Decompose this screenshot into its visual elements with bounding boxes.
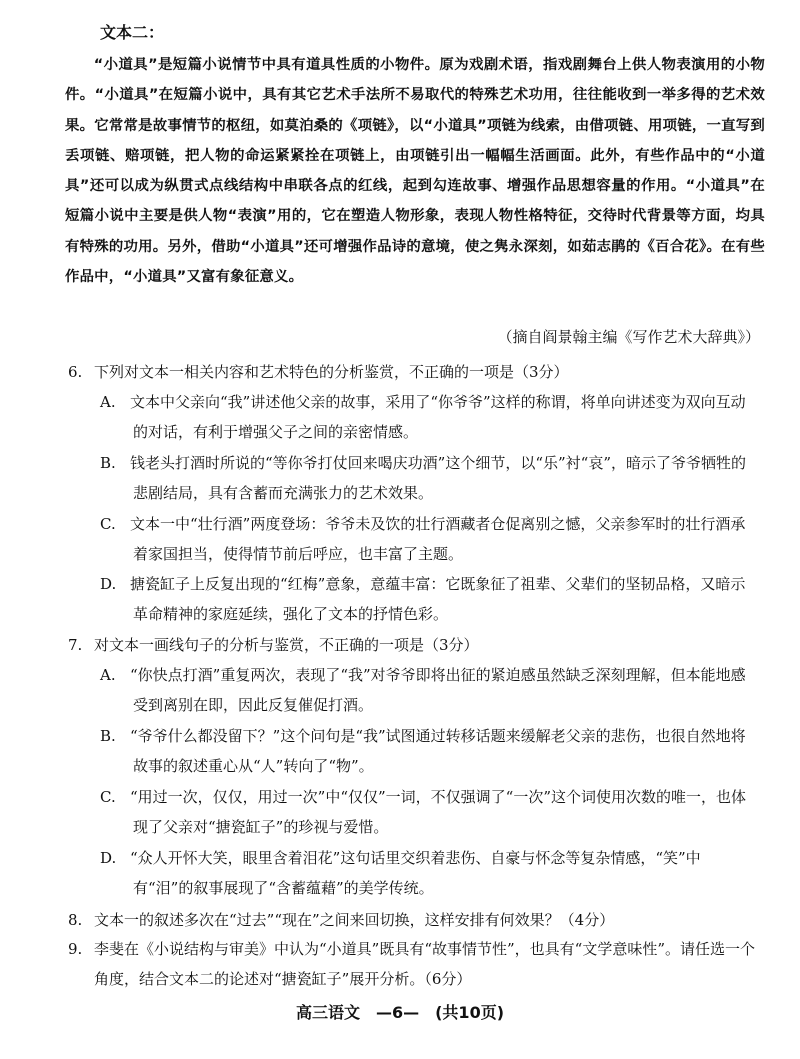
question-number: 8. (68, 911, 83, 929)
text2-source: （摘自阎景翰主编《写作艺术大辞典》） (497, 328, 760, 346)
question-7-option-a (100, 660, 756, 720)
option-text: “众人开怀大笑，眼里含着泪花”这句话里交织着悲伤、自豪与怀念等复杂情感，“笑”中有“泪”的叙事展现了“含蓄蕴藉”的美学传统。 (130, 849, 701, 897)
option-text: “用过一次，仅仅，用过一次”中“仅仅”一词，不仅强调了“一次”这个词使用次数的唯一，也体现了父亲对“搪瓷缸子”的珍视与爱惜。 (130, 788, 747, 836)
option-letter: D. (100, 575, 117, 593)
page-footer: 高三语文 —6— (共10页) (295, 1003, 505, 1022)
option-text: “你快点打酒”重复两次，表现了“我”对爷爷即将出征的紧迫感虽然缺乏深刻理解，但本能地感受到离别在即，因此反复催促打酒。 (130, 666, 746, 714)
option-letter: C. (100, 788, 116, 806)
question-number: 7. (68, 636, 83, 654)
option-letter: B. (100, 727, 116, 745)
question-stem: 对文本一画线句子的分析与鉴赏，不正确的一项是（3分） (94, 636, 479, 654)
text2-heading: 文本二： (100, 23, 165, 42)
question-6-option-b (100, 448, 756, 508)
option-letter: B. (100, 454, 116, 472)
option-letter: C. (100, 515, 116, 533)
question-stem: 李斐在《小说结构与审美》中认为“小道具”既具有“故事情节性”，也具有“文学意味性”。请任选一个角度，结合文本二的论述对“搪瓷缸子”展开分析。（6分） (94, 940, 756, 988)
option-text: 文本一中“壮行酒”两度登场：爷爷未及饮的壮行酒藏者仓促离别之憾，父亲参军时的壮行酒承着家国担当，使得情节前后呼应，也丰富了主题。 (130, 515, 746, 563)
option-text: 搪瓷缸子上反复出现的“红梅”意象，意蕴丰富：它既象征了祖辈、父辈们的坚韧品格，又暗示革命精神的家庭延续，强化了文本的抒情色彩。 (130, 575, 746, 623)
question-7-option-b (100, 721, 756, 781)
option-letter: A. (100, 666, 116, 684)
question-6-option-d (100, 569, 756, 629)
option-text: 文本中父亲向“我”讲述他父亲的故事，采用了“你爷爷”这样的称谓，将单向讲述变为双向互动的对话，有利于增强父子之间的亲密情感。 (130, 393, 746, 441)
text2-passage: “小道具”是短篇小说情节中具有道具性质的小物件。原为戏剧术语，指戏剧舞台上供人物表演用的小物件。“小道具”在短篇小说中，具有其它艺术手法所不易取代的特殊艺术功用，往往能收到一举多得的艺术效果。它常常是故事情节的枢纽，如莫泊桑的《项链》，以“小道具”项链为线索，由借项链、用项链，一直写到丢项链、赔项链，把人物的命运紧紧拴在项链上，由项链引出一幅幅生活画面。此外，有些作品中的“小道具”还可以成为纵贯式点线结构中串联各点的红线，起到勾连故事、增强作品思想容量的作用。“小道具”在短篇小说中主要是供人物“表演”用的，它在塑造人物形象，表现人物性格特征，交待时代背景等方面，均具有特殊的功用。另外，借助“小道具”还可增强作品诗的意境，使之隽永深刻，如茹志鹃的《百合花》。在有些作品中，“小道具”又富有象征意义。 (65, 57, 765, 286)
question-6-option-c (100, 509, 756, 569)
question-number: 6. (68, 363, 83, 381)
question-6-option-a (100, 387, 756, 447)
question-stem: 文本一的叙述多次在“过去”“现在”之间来回切换，这样安排有何效果？（4分） (94, 911, 615, 929)
question-7-option-d (100, 843, 756, 903)
question-number: 9. (68, 940, 83, 958)
question-stem: 下列对文本一相关内容和艺术特色的分析鉴赏，不正确的一项是（3分） (94, 363, 569, 381)
option-text: 钱老头打酒时所说的“等你爷打仗回来喝庆功酒”这个细节，以“乐”衬“哀”，暗示了爷爷牺牲的悲剧结局，具有含蓄而充满张力的艺术效果。 (130, 454, 747, 502)
question-7-option-c (100, 782, 756, 842)
option-text: “爷爷什么都没留下？”这个问句是“我”试图通过转移话题来缓解老父亲的悲伤，也很自然地将故事的叙述重心从“人”转向了“物”。 (130, 727, 746, 775)
option-letter: D. (100, 849, 117, 867)
option-letter: A. (100, 393, 116, 411)
